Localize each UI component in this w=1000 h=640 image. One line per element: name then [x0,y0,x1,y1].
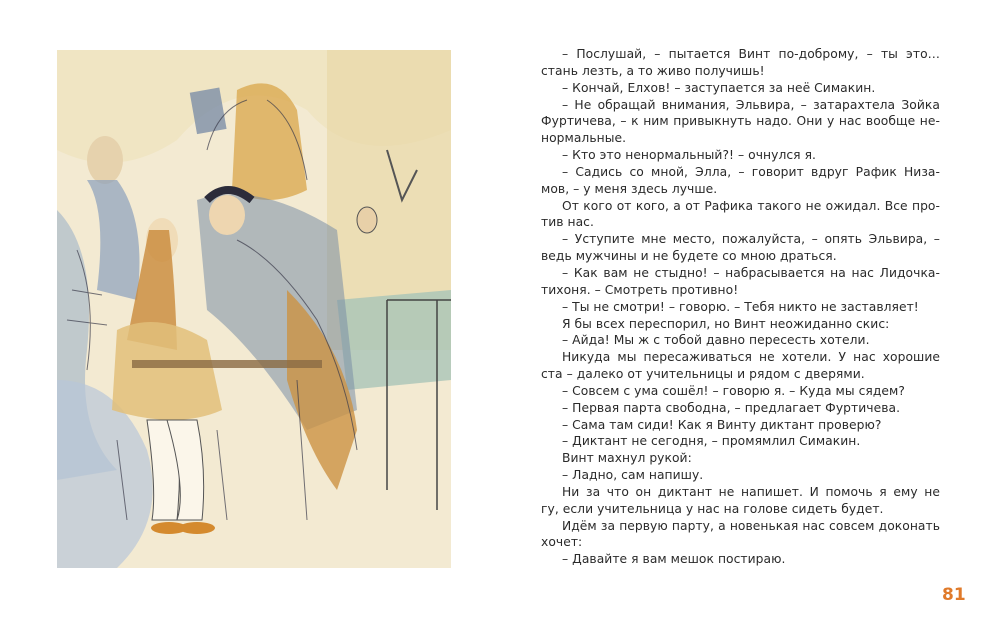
text-line: Я бы всех переспорил, но Винт неожиданно скис: [562,316,890,331]
story-text [541,46,940,568]
text-line: хочет: [541,535,583,550]
text-line: – Ты не смотри! – говорю. – Тебя никто не заставляет! [562,299,919,314]
text-line: гу, если учительница у нас на голове сидеть будет. [541,501,884,516]
text-line: – Сама там сиди! Как я Винту диктант проверю? [562,417,882,432]
text-line: – Ладно, сам напишу. [562,468,704,483]
text-line: тихоня. – Смотреть противно! [541,282,739,297]
text-line: – Уступите мне место, пожалуйста, – опять Эльвира, – [562,232,940,247]
text-line: – Совсем с ума сошёл! – говорю я. – Куда мы сядем? [562,383,905,398]
text-line: – Давайте я вам мешок постираю. [562,552,786,567]
text-line: тив нас. [541,215,594,230]
text-line: – Как вам не стыдно! – набрасывается на нас Лидочка- [562,265,940,280]
text-line: От кого от кого, а от Рафика такого не ожидал. Все про- [562,198,940,213]
text-line: Никуда мы пересаживаться не хотели. У нас хорошие [562,350,940,365]
text-line: – Садись со мной, Элла, – говорит вдруг Рафик Низа- [562,164,940,179]
classroom-illustration [57,50,451,568]
text-line: – Не обращай внимания, Эльвира, – затарахтела Зойка [562,97,940,112]
text-line: ведь мужчины и не будете со мною драться. [541,249,837,264]
text-line: нормальные. [541,131,627,146]
text-line: – Первая парта свободна, – предлагает Фуртичева. [562,400,901,415]
text-line: Идём за первую парту, а новенькая нас совсем доконать [562,518,940,533]
text-line: – Айда! Мы ж с тобой давно пересесть хотели. [562,333,870,348]
text-line: – Кончай, Елхов! – заступается за неё Симакин. [562,80,876,95]
text-line: – Послушай, – пытается Винт по-доброму, – ты это… [562,47,940,61]
text-line: ста – далеко от учительницы и рядом с дверями. [541,367,865,382]
text-line: стань лезть, а то живо получишь! [541,63,765,78]
text-line: Винт махнул рукой: [562,451,692,466]
text-line: – Диктант не сегодня, – промямлил Симакин. [562,434,861,449]
page-number: 81 [942,585,966,605]
text-line: мов, – у меня здесь лучше. [541,181,718,196]
text-line: Фуртичева, – к ним привыкнуть надо. Они у нас вообще не- [541,114,940,129]
text-line: Ни за что он диктант не напишет. И помочь я ему не [562,484,940,499]
text-line: – Кто это ненормальный?! – очнулся я. [562,148,816,163]
